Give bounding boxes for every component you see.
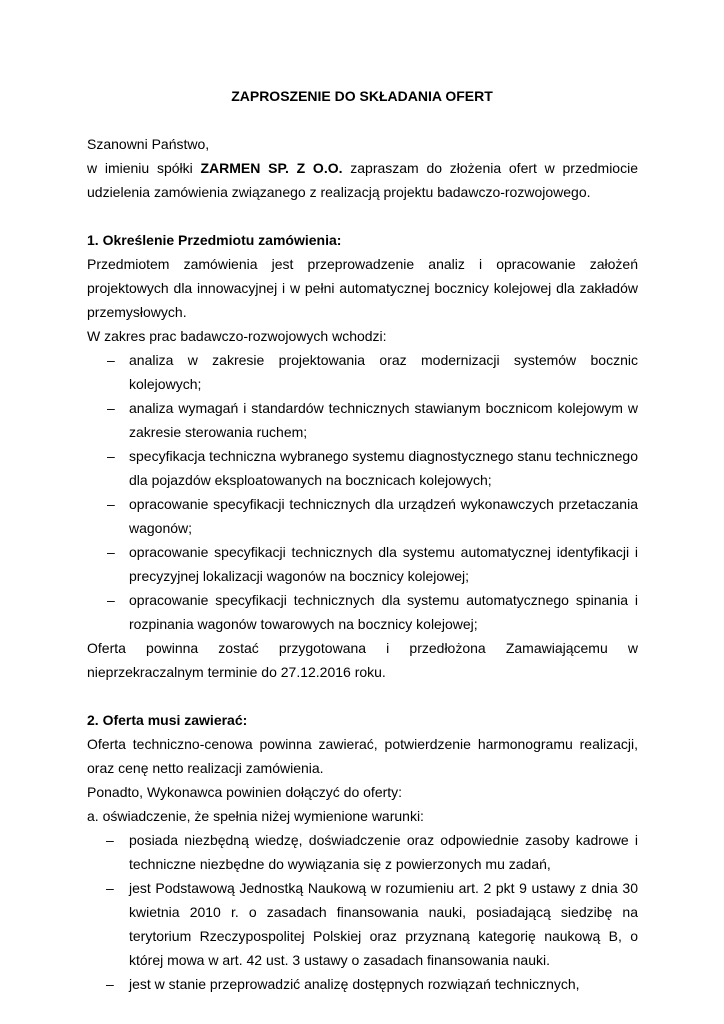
section1-closing: Oferta powinna zostać przygotowana i przedłożona Zamawiającemu w nieprzekraczalnym terminie do 27.12.2016 roku. (87, 640, 638, 680)
intro-post: zapraszam do złożenia ofert w przedmiocie udzielenia zamówienia związanego z realizacją projektu badawczo-rozwojowego. (87, 160, 638, 200)
dash-bullet: – (107, 496, 115, 512)
list-item (87, 828, 638, 876)
list-item (87, 348, 638, 396)
list-item-text: opracowanie specyfikacji technicznych dla urządzeń wykonawczych przetaczania wagonów; (129, 496, 638, 536)
list-item (87, 540, 638, 588)
list-item-text: opracowanie specyfikacji technicznych dla systemu automatycznej identyfikacji i precyzyjnej lokalizacji wagonów na bocznicy kolejowej; (129, 544, 638, 584)
list-item-text: analiza wymagań i standardów technicznych stawianym bocznicom kolejowym w zakresie sterowania ruchem; (129, 400, 638, 440)
list-item-text: jest Podstawową Jednostką Naukową w rozumieniu art. 2 pkt 9 ustawy z dnia 30 kwietnia 2010 r. o zasadach finansowania nauki, posiadającą siedzibę na terytorium Rzeczypospolitej Polskiej oraz przyznaną kategorię naukową B, o której mowa w art. 42 ust. 3 ustawy o zasadach finansowania nauki. (129, 880, 638, 968)
dash-bullet: – (107, 448, 115, 464)
intro-paragraph (87, 156, 638, 204)
section2-heading: 2. Oferta musi zawierać: (87, 712, 248, 728)
list-item-text: jest w stanie przeprowadzić analizę dostępnych rozwiązań technicznych, (129, 976, 580, 992)
section1-list (87, 348, 638, 636)
list-item (87, 492, 638, 540)
greeting: Szanowni Państwo, (87, 136, 210, 152)
list-item-text: specyfikacja techniczna wybranego systemu diagnostycznego stanu technicznego dla pojazdów eksploatowanych na bocznicach kolejowych; (129, 448, 638, 488)
company-name: ZARMEN SP. Z O.O. (200, 160, 343, 176)
intro-pre: w imieniu spółki (87, 160, 201, 176)
list-item-text: opracowanie specyfikacji technicznych dla systemu automatycznego spinania i rozpinania wagonów towarowych na bocznicy kolejowej; (129, 592, 638, 632)
dash-bullet: – (107, 544, 115, 560)
section2-paragraph2: Ponadto, Wykonawca powinien dołączyć do oferty: (87, 784, 403, 800)
list-item (87, 444, 638, 492)
dash-bullet: – (107, 400, 115, 416)
section2-sub-a: a. oświadczenie, że spełnia niżej wymienione warunki: (87, 808, 424, 824)
list-item-text: analiza w zakresie projektowania oraz modernizacji systemów bocznic kolejowych; (129, 352, 638, 392)
dash-bullet: – (106, 976, 114, 992)
list-item (87, 588, 638, 636)
list-item-text: posiada niezbędną wiedzę, doświadczenie oraz odpowiednie zasoby kadrowe i techniczne niezbędne do wywiązania się z powierzonych mu zadań, (129, 832, 638, 872)
letter-intro (87, 132, 638, 996)
section2-list (87, 828, 638, 996)
section1-scope-intro: W zakres prac badawczo-rozwojowych wchodzi: (87, 328, 387, 344)
dash-bullet: – (107, 592, 115, 608)
list-item (87, 396, 638, 444)
section1-heading: 1. Określenie Przedmiotu zamówienia: (87, 232, 342, 248)
list-item (87, 972, 638, 996)
document-title: ZAPROSZENIE DO SKŁADANIA OFERT (231, 88, 493, 104)
list-item (87, 876, 638, 972)
section2-paragraph1: Oferta techniczno-cenowa powinna zawierać, potwierdzenie harmonogramu realizacji, oraz cenę netto realizacji zamówienia. (87, 736, 638, 776)
dash-bullet: – (106, 880, 114, 896)
section1-paragraph: Przedmiotem zamówienia jest przeprowadzenie analiz i opracowanie założeń projektowych dla innowacyjnej i w pełni automatycznej bocznicy kolejowej dla zakładów przemysłowych. (87, 256, 638, 320)
dash-bullet: – (106, 832, 114, 848)
dash-bullet: – (107, 352, 115, 368)
